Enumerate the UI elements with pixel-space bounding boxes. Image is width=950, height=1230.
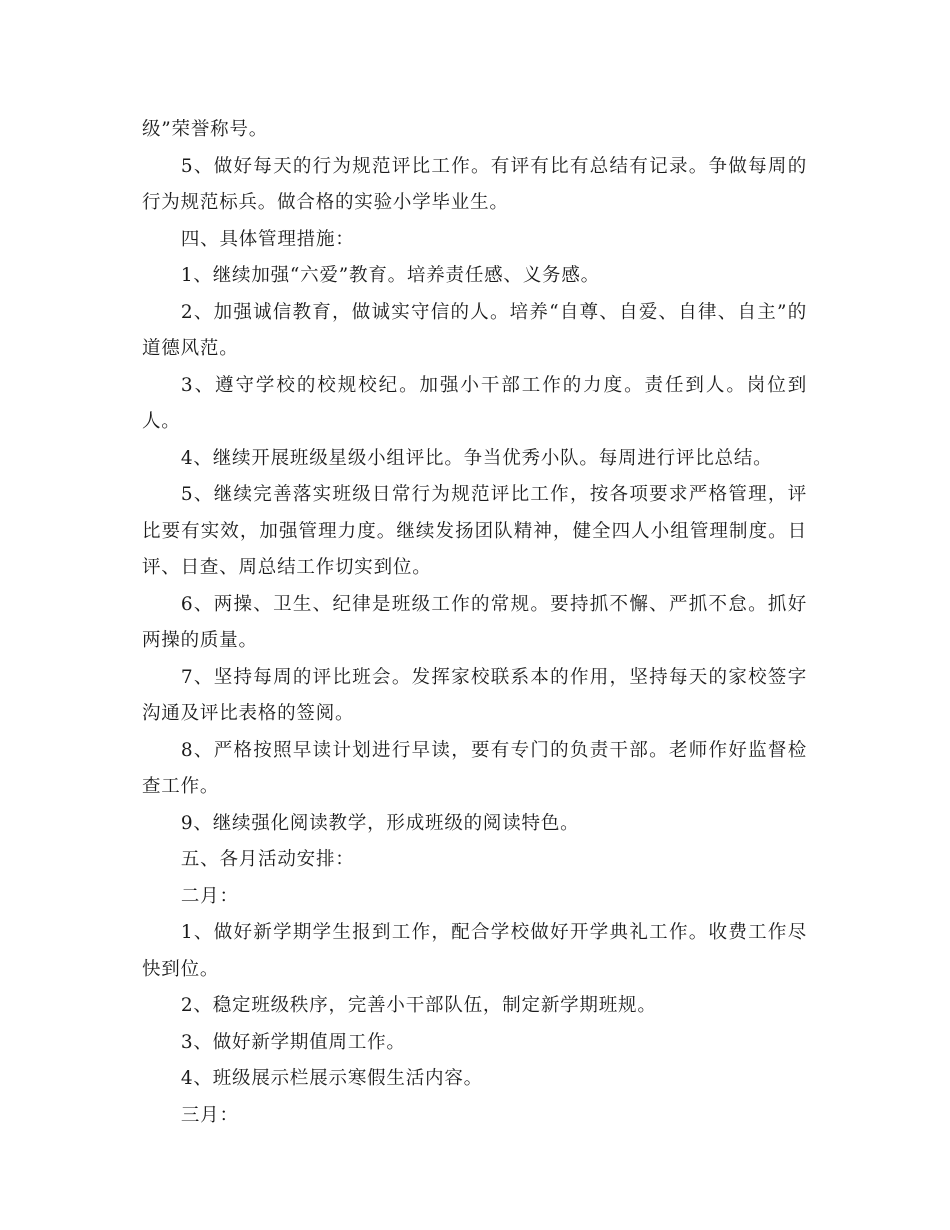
paragraph-honor-title-end: 级”荣誉称号。 [142, 119, 269, 140]
paragraph-february-3: 3、做好新学期值周工作。 [180, 1031, 406, 1053]
paragraph-february-4: 4、班级展示栏展示寒假生活内容。 [180, 1068, 483, 1089]
section-heading-management-measures: 四、具体管理措施： [180, 228, 355, 250]
section-heading-monthly-activities: 五、各月活动安排： [180, 849, 355, 870]
paragraph-item-5-behavior: 5、做好每天的行为规范评比工作。有评有比有总结有记录。争做每周的行为规范标兵。做合格的实验小学毕业生。 [142, 155, 807, 213]
paragraph-measure-4: 4、继续开展班级星级小组评比。争当优秀小队。每周进行评比总结。 [180, 447, 773, 469]
paragraph-february-1: 1、做好新学期学生报到工作，配合学校做好开学典礼工作。收费工作尽快到位。 [142, 922, 807, 980]
paragraph-february-2: 2、稳定班级秩序，完善小干部队伍，制定新学期班规。 [180, 995, 657, 1016]
paragraph-measure-3: 3、遵守学校的校规校纪。加强小干部工作的力度。责任到人。岗位到人。 [142, 374, 807, 432]
paragraph-measure-8: 8、严格按照早读计划进行早读，要有专门的负责干部。老师作好监督检查工作。 [142, 739, 807, 797]
paragraph-measure-7: 7、坚持每周的评比班会。发挥家校联系本的作用，坚持每天的家校签字沟通及评比表格的签阅。 [142, 666, 807, 724]
month-heading-march: 三月： [180, 1104, 239, 1126]
paragraph-measure-5: 5、继续完善落实班级日常行为规范评比工作，按各项要求严格管理，评比要有实效，加强管理力度。继续发扬团队精神，健全四人小组管理制度。日评、日查、周总结工作切实到位。 [142, 484, 807, 578]
paragraph-measure-1: 1、继续加强“六爱”教育。培养责任感、义务感。 [180, 265, 600, 286]
document-body [142, 112, 807, 1134]
paragraph-measure-9: 9、继续强化阅读教学，形成班级的阅读特色。 [180, 812, 580, 834]
paragraph-measure-6: 6、两操、卫生、纪律是班级工作的常规。要持抓不懈、严抓不怠。抓好两操的质量。 [142, 593, 807, 651]
paragraph-measure-2: 2、加强诚信教育，做诚实守信的人。培养“自尊、自爱、自律、自主”的道德风范。 [142, 301, 807, 359]
month-heading-february: 二月： [180, 885, 239, 907]
